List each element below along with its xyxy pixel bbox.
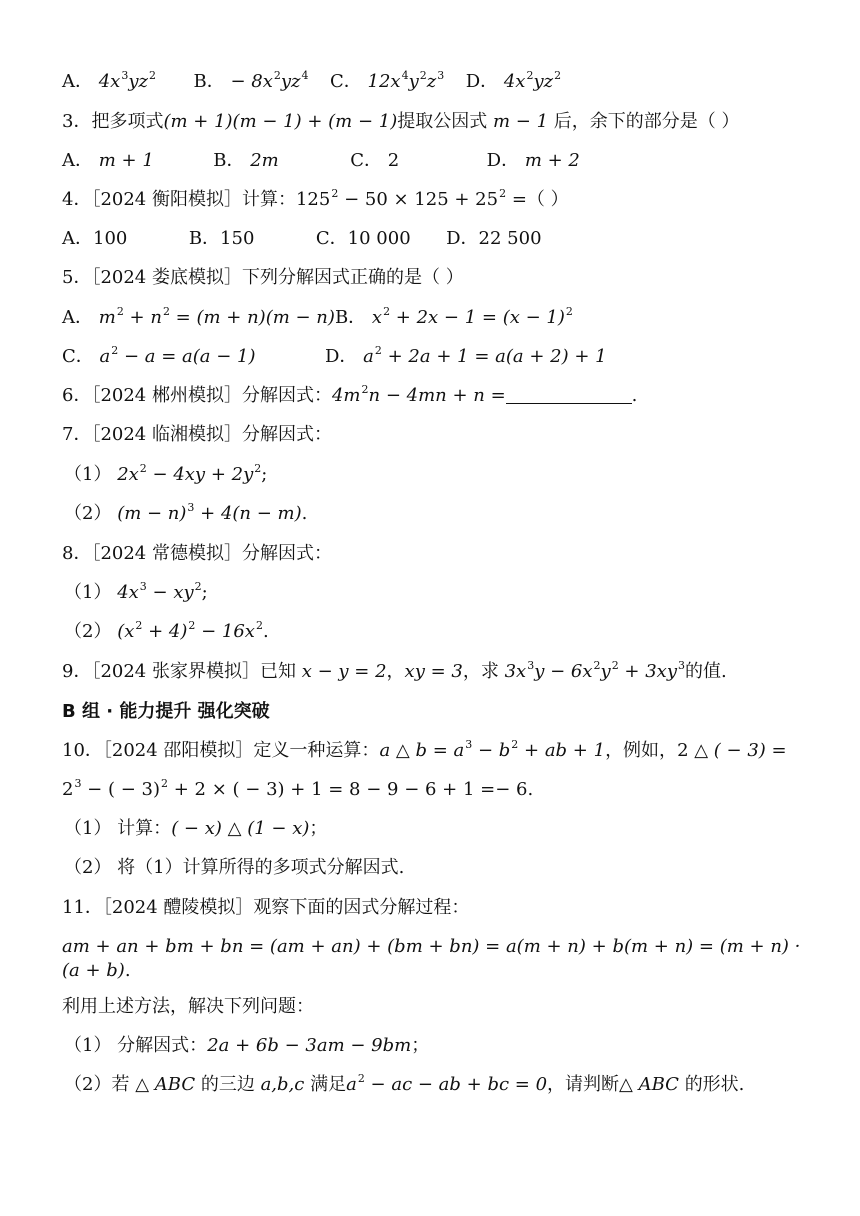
q3-option-c-expr: 2 bbox=[387, 150, 400, 171]
q2-option-c-label: C． bbox=[329, 71, 362, 92]
q8-part-1-label: （1） bbox=[64, 582, 112, 603]
q2-option-a-label: A． bbox=[62, 71, 93, 92]
q10-example-line bbox=[62, 776, 830, 806]
q10-part-1: （1） 计算：( − x) △ (1 − x)； bbox=[64, 818, 328, 839]
q11-condition: $a^2$ − ac − ab + bc = 0 bbox=[346, 1072, 548, 1095]
q10-stem bbox=[62, 737, 830, 767]
q10-example-label: ，例如， bbox=[605, 740, 678, 761]
q5-option-c-label: C． bbox=[62, 346, 94, 367]
q8-part-1: （1） $4x^3 - xy^2$; bbox=[64, 580, 208, 603]
q6-expr: $4m^2n - 4mn + n$ = bbox=[331, 383, 506, 406]
q9-stem-suffix: 的值. bbox=[685, 661, 727, 682]
q3-stem-prefix: 3．把多项式 bbox=[62, 111, 164, 132]
q7-stem: 7．［2024 临湘模拟］分解因式： bbox=[62, 424, 332, 445]
q3-option-a-label: A． bbox=[62, 150, 93, 171]
q4-stem-prefix: 4．［2024 衡阳模拟］计算： bbox=[62, 189, 296, 210]
q10-example-lhs: 2 △ ( − 3) = bbox=[677, 740, 787, 761]
q9-condition-2: xy = 3 bbox=[404, 661, 463, 682]
q6-stem-prefix: 6．［2024 郴州模拟］分解因式： bbox=[62, 385, 332, 406]
q4-option-d: D．22 500 bbox=[446, 228, 542, 249]
q11-part-2-mid2: 满足 bbox=[310, 1074, 347, 1095]
q4-stem-suffix: （ ） bbox=[526, 189, 569, 210]
q11-triangle-2: △ ABC bbox=[619, 1074, 679, 1095]
q3-option-d-label: D． bbox=[486, 150, 520, 171]
q4-option-b: B．150 bbox=[188, 228, 255, 249]
q4-options bbox=[62, 225, 830, 253]
q4-option-c: C．10 000 bbox=[315, 228, 411, 249]
q11-part-1-expr: 2a + 6b − 3am − 9bm bbox=[207, 1035, 412, 1056]
q11-example-expr-end: (a + b) bbox=[62, 960, 125, 981]
q3-option-c-label: C． bbox=[350, 150, 382, 171]
q6-answer-blank[interactable] bbox=[506, 385, 632, 404]
q7-part-1: （1） $2x^2 - 4xy + 2y^2$; bbox=[64, 462, 268, 485]
q8-part-1-expr: $4x^3 - xy^2$ bbox=[117, 580, 202, 603]
q5-option-d-expr: $a^2 + 2a + 1 = a(a + 2) + 1$ bbox=[363, 344, 607, 367]
q9-stem-prefix: 9．［2024 张家界模拟］已知 bbox=[62, 661, 296, 682]
q8-stem: 8．［2024 常德模拟］分解因式： bbox=[62, 543, 332, 564]
q11-example-expr: am + an + bm + bn = (am + an) + (bm + bn) = a(m + n) + b(m + n) = (m + n) · bbox=[62, 936, 801, 957]
section-b-heading: B 组 · 能力提升 强化突破 bbox=[62, 701, 270, 722]
q9-expr: $3x^3y - 6x^2y^2 + 3xy^3$ bbox=[504, 659, 685, 682]
q10-part-1-expr: ( − x) △ (1 − x) bbox=[171, 818, 310, 839]
q5-option-a-expr: $m^2 + n^2 = (m + n)(m - n)$ bbox=[98, 305, 335, 328]
q2-option-d-label: D． bbox=[465, 71, 499, 92]
q5-stem: 5．［2024 娄底模拟］下列分解因式正确的是（ ） bbox=[62, 267, 464, 288]
q8-part-2-label: （2） bbox=[64, 621, 112, 642]
q7-part-1-label: （1） bbox=[64, 464, 112, 485]
q10-example-rhs: $2^3$ − ( − 3)$^2$ + 2 × ( − 3) + 1 = 8 − 9 − 6 + 1 =− 6. bbox=[62, 777, 534, 800]
q5-option-b-expr: $x^2 + 2x - 1 = (x - 1)^2$ bbox=[371, 305, 573, 328]
q3-option-a-expr: m + 1 bbox=[98, 150, 154, 171]
q5-option-d-label: D． bbox=[325, 346, 358, 367]
q2-option-c-expr: $12x^4y^2z^3$ bbox=[367, 69, 445, 92]
q3-expr: (m + 1)(m − 1) + (m − 1) bbox=[163, 111, 398, 132]
q11-instruction: 利用上述方法，解决下列问题： bbox=[62, 996, 314, 1017]
q8-part-2: （2） $(x^2 + 4)^2 - 16x^2$. bbox=[64, 619, 269, 642]
q9-stem-mid: ，求 bbox=[462, 661, 499, 682]
q3-option-d-expr: m + 2 bbox=[524, 150, 580, 171]
q3-stem-mid: 提取公因式 bbox=[397, 111, 488, 132]
q3-option-b-label: B． bbox=[213, 150, 245, 171]
q9-stem bbox=[62, 658, 830, 688]
q3-option-b-expr: 2m bbox=[250, 150, 279, 171]
q7-part-2: （2） $(m - n)^3 + 4(n - m)$. bbox=[64, 501, 308, 524]
q3-options bbox=[62, 147, 830, 175]
q2-option-b-expr: − $8x^2yz^4$ bbox=[230, 69, 309, 92]
q5-options-cd bbox=[62, 343, 830, 373]
q8-part-2-expr: $(x^2 + 4)^2 - 16x^2$ bbox=[117, 619, 263, 642]
q11-part-2 bbox=[64, 1071, 830, 1101]
q10-stem-prefix: 10．［2024 邵阳模拟］定义一种运算： bbox=[62, 740, 380, 761]
q5-option-b-label: B． bbox=[334, 307, 367, 328]
q5-option-a-label: A． bbox=[62, 307, 93, 328]
q4-option-a: A．100 bbox=[62, 228, 128, 249]
q3-stem-suffix: 后，余下的部分是（ ） bbox=[553, 111, 740, 132]
q11-triangle-1: △ ABC bbox=[135, 1074, 196, 1095]
q11-part-1: （1） 分解因式：2a + 6b − 3am − 9bm； bbox=[64, 1035, 430, 1056]
q4-expr: $125^2 - 50 \times 125 + 25^2$ = bbox=[295, 187, 527, 210]
q7-part-1-expr: $2x^2 - 4xy + 2y^2$ bbox=[117, 462, 262, 485]
q10-part-1-label: （1） 计算： bbox=[64, 818, 172, 839]
q2-option-a-expr: $4x^3yz^2$ bbox=[98, 69, 156, 92]
q11-part-2-prefix: （2）若 bbox=[64, 1074, 130, 1095]
q2-options bbox=[62, 68, 830, 98]
q5-option-c-expr: $a^2 - a = a(a - 1)$ bbox=[99, 344, 256, 367]
q11-sides: a,b,c bbox=[260, 1074, 305, 1095]
q9-comma: ， bbox=[386, 661, 405, 682]
q11-part-2-mid: 的三边 bbox=[200, 1074, 255, 1095]
q5-options-ab bbox=[62, 304, 830, 334]
q7-part-2-expr: $(m - n)^3 + 4(n - m)$ bbox=[117, 501, 302, 524]
q3-factor: m − 1 bbox=[493, 111, 549, 132]
q3-stem bbox=[62, 108, 830, 136]
q2-option-d-expr: $4x^2yz^2$ bbox=[503, 69, 562, 92]
q11-part-2-mid3: ，请判断 bbox=[547, 1074, 620, 1095]
q4-stem bbox=[62, 186, 830, 216]
q10-definition: a △ $b = a^3 - b^2$ + ab + 1 bbox=[379, 738, 606, 761]
q11-part-1-label: （1） 分解因式： bbox=[64, 1035, 208, 1056]
q11-example-line-2: (a + b). bbox=[62, 960, 131, 981]
q11-part-2-suffix: 的形状. bbox=[684, 1074, 745, 1095]
q9-condition-1: x − y = 2 bbox=[301, 661, 387, 682]
q6-stem: 6．［2024 郴州模拟］分解因式：$4m^2n - 4mn + n$ = . bbox=[62, 383, 638, 406]
q2-option-b-label: B． bbox=[193, 71, 225, 92]
q11-stem: 11．［2024 醴陵模拟］观察下面的因式分解过程： bbox=[62, 897, 470, 918]
q10-part-2: （2） 将（1）计算所得的多项式分解因式. bbox=[64, 857, 405, 878]
q7-part-2-label: （2） bbox=[64, 503, 112, 524]
